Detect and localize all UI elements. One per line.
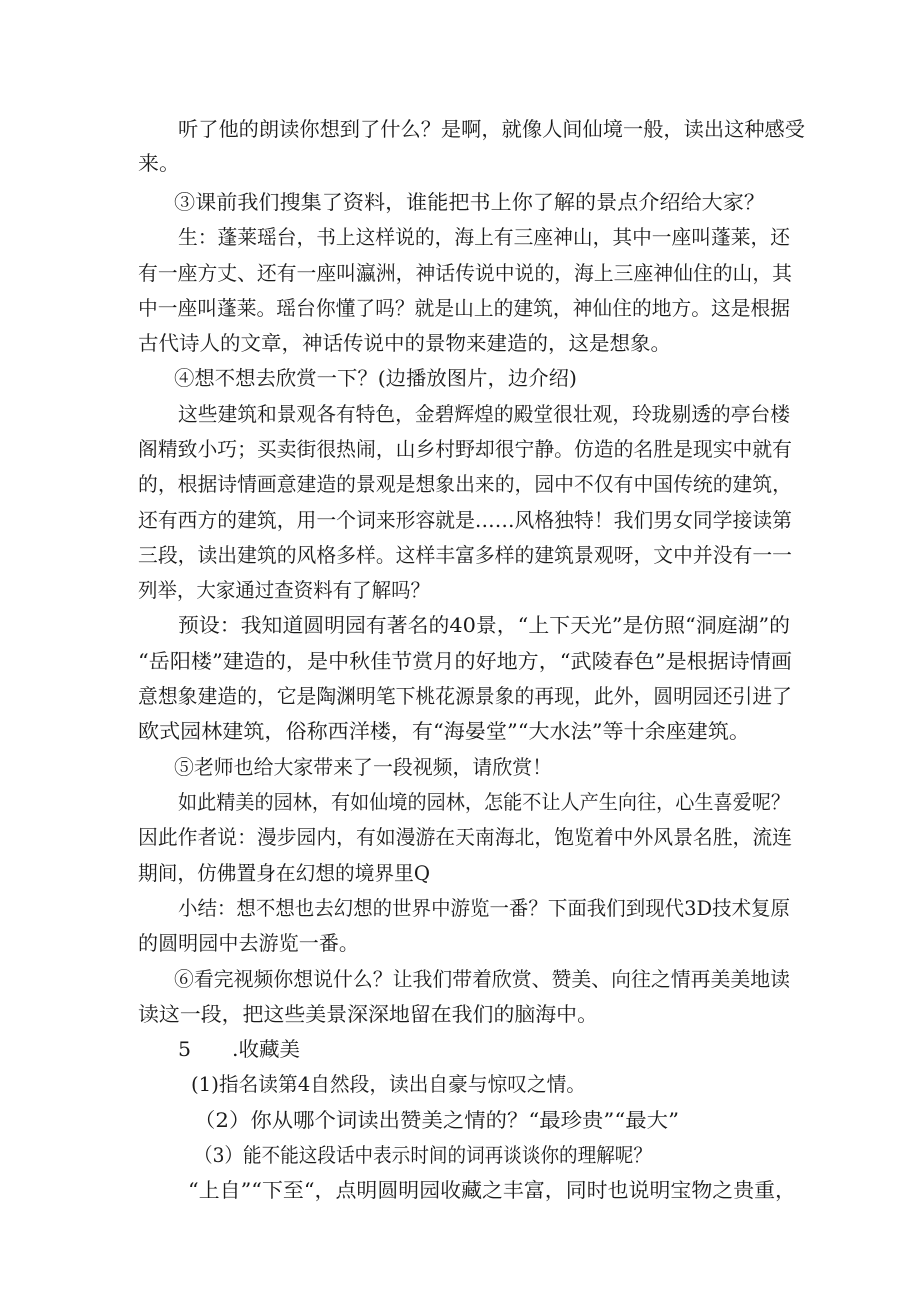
text-line: 来。: [138, 151, 180, 175]
text-line: 列举，大家通过查资料有了解吗？: [138, 578, 430, 602]
text-line: 意想象建造的，它是陶渊明笔下桃花源景象的再现，此外，圆明园还引进了: [138, 684, 792, 708]
text-line: 如此精美的园林，有如仙境的园林，怎能不让人产生向往，心生喜爱呢？: [178, 790, 790, 814]
text-line: 古代诗人的文章，神话传说中的景物来建造的，这是想象。: [138, 331, 671, 355]
text-line: ⑥看完视频你想说什么？让我们带着欣赏、赞美、向往之情再美美地读: [174, 967, 790, 991]
text-line: 还有西方的建筑，用一个词来形容就是……风格独特！我们男女同学接读第: [138, 508, 792, 532]
text-line: （2）你从哪个词读出赞美之情的？“最珍贵”“最大”: [194, 1108, 679, 1132]
text-line: 生：蓬莱瑶台，书上这样说的，海上有三座神山，其中一座叫蓬莱，还: [178, 225, 790, 249]
text-line: 有一座方丈、还有一座叫瀛洲，神话传说中说的，海上三座神仙住的山，其: [138, 261, 792, 285]
text-line: “岳阳楼”建造的，是中秋佳节赏月的好地方，“武陵春色”是根据诗情画: [138, 649, 792, 673]
text-line: ③课前我们搜集了资料，谁能把书上你了解的景点介绍给大家？: [174, 190, 765, 214]
text-line: 中一座叫蓬莱。瑶台你懂了吗？就是山上的建筑，神仙住的地方。这是根据: [138, 296, 790, 320]
text-line: ④想不想去欣赏一下？(边播放图片，边介绍): [174, 366, 577, 390]
text-line: 预设：我知道圆明园有著名的40景，“上下天光”是仿照“洞庭湖”的: [178, 613, 790, 637]
text-line: 这些建筑和景观各有特色，金碧辉煌的殿堂很壮观，玲珑剔透的亭台楼: [178, 402, 790, 426]
text-line: 听了他的朗读你想到了什么？是啊，就像人间仙境一般，读出这种感受: [178, 117, 805, 141]
text-line: 阁精致小巧；买卖街很热闹，山乡村野却很宁静。仿造的名胜是现实中就有: [138, 437, 792, 461]
text-line: ⑤老师也给大家带来了一段视频，请欣赏！: [174, 755, 552, 779]
text-line: “上自”“下至“，点明圆明园收藏之丰富，同时也说明宝物之贵重，: [188, 1178, 796, 1202]
text-line: 三段，读出建筑的风格多样。这样丰富多样的建筑景观呀，文中并没有一一: [138, 543, 792, 567]
text-line: 5 .收藏美: [178, 1037, 300, 1061]
text-line: （3）能不能这段话中表示时间的词再谈谈你的理解呢？: [194, 1143, 652, 1167]
text-line: (1)指名读第4自然段，读出自豪与惊叹之情。: [191, 1072, 586, 1096]
text-line: 因此作者说：漫步园内，有如漫游在天南海北，饱览着中外风景名胜，流连: [138, 825, 792, 849]
text-line: 欧式园林建筑，俗称西洋楼，有“海晏堂”“大水法”等十余座建筑。: [138, 719, 750, 743]
text-line: 的圆明园中去游览一番。: [138, 931, 359, 955]
text-line: 的，根据诗情画意建造的景观是想象出来的，园中不仅有中国传统的建筑，: [138, 472, 792, 496]
text-line: 期间，仿佛置身在幻想的境界里Q: [138, 861, 430, 885]
text-line: 小结：想不想也去幻想的世界中游览一番？下面我们到现代3D技术复原: [178, 896, 790, 920]
text-line: 读这一段，把这些美景深深地留在我们的脑海中。: [138, 1002, 598, 1026]
